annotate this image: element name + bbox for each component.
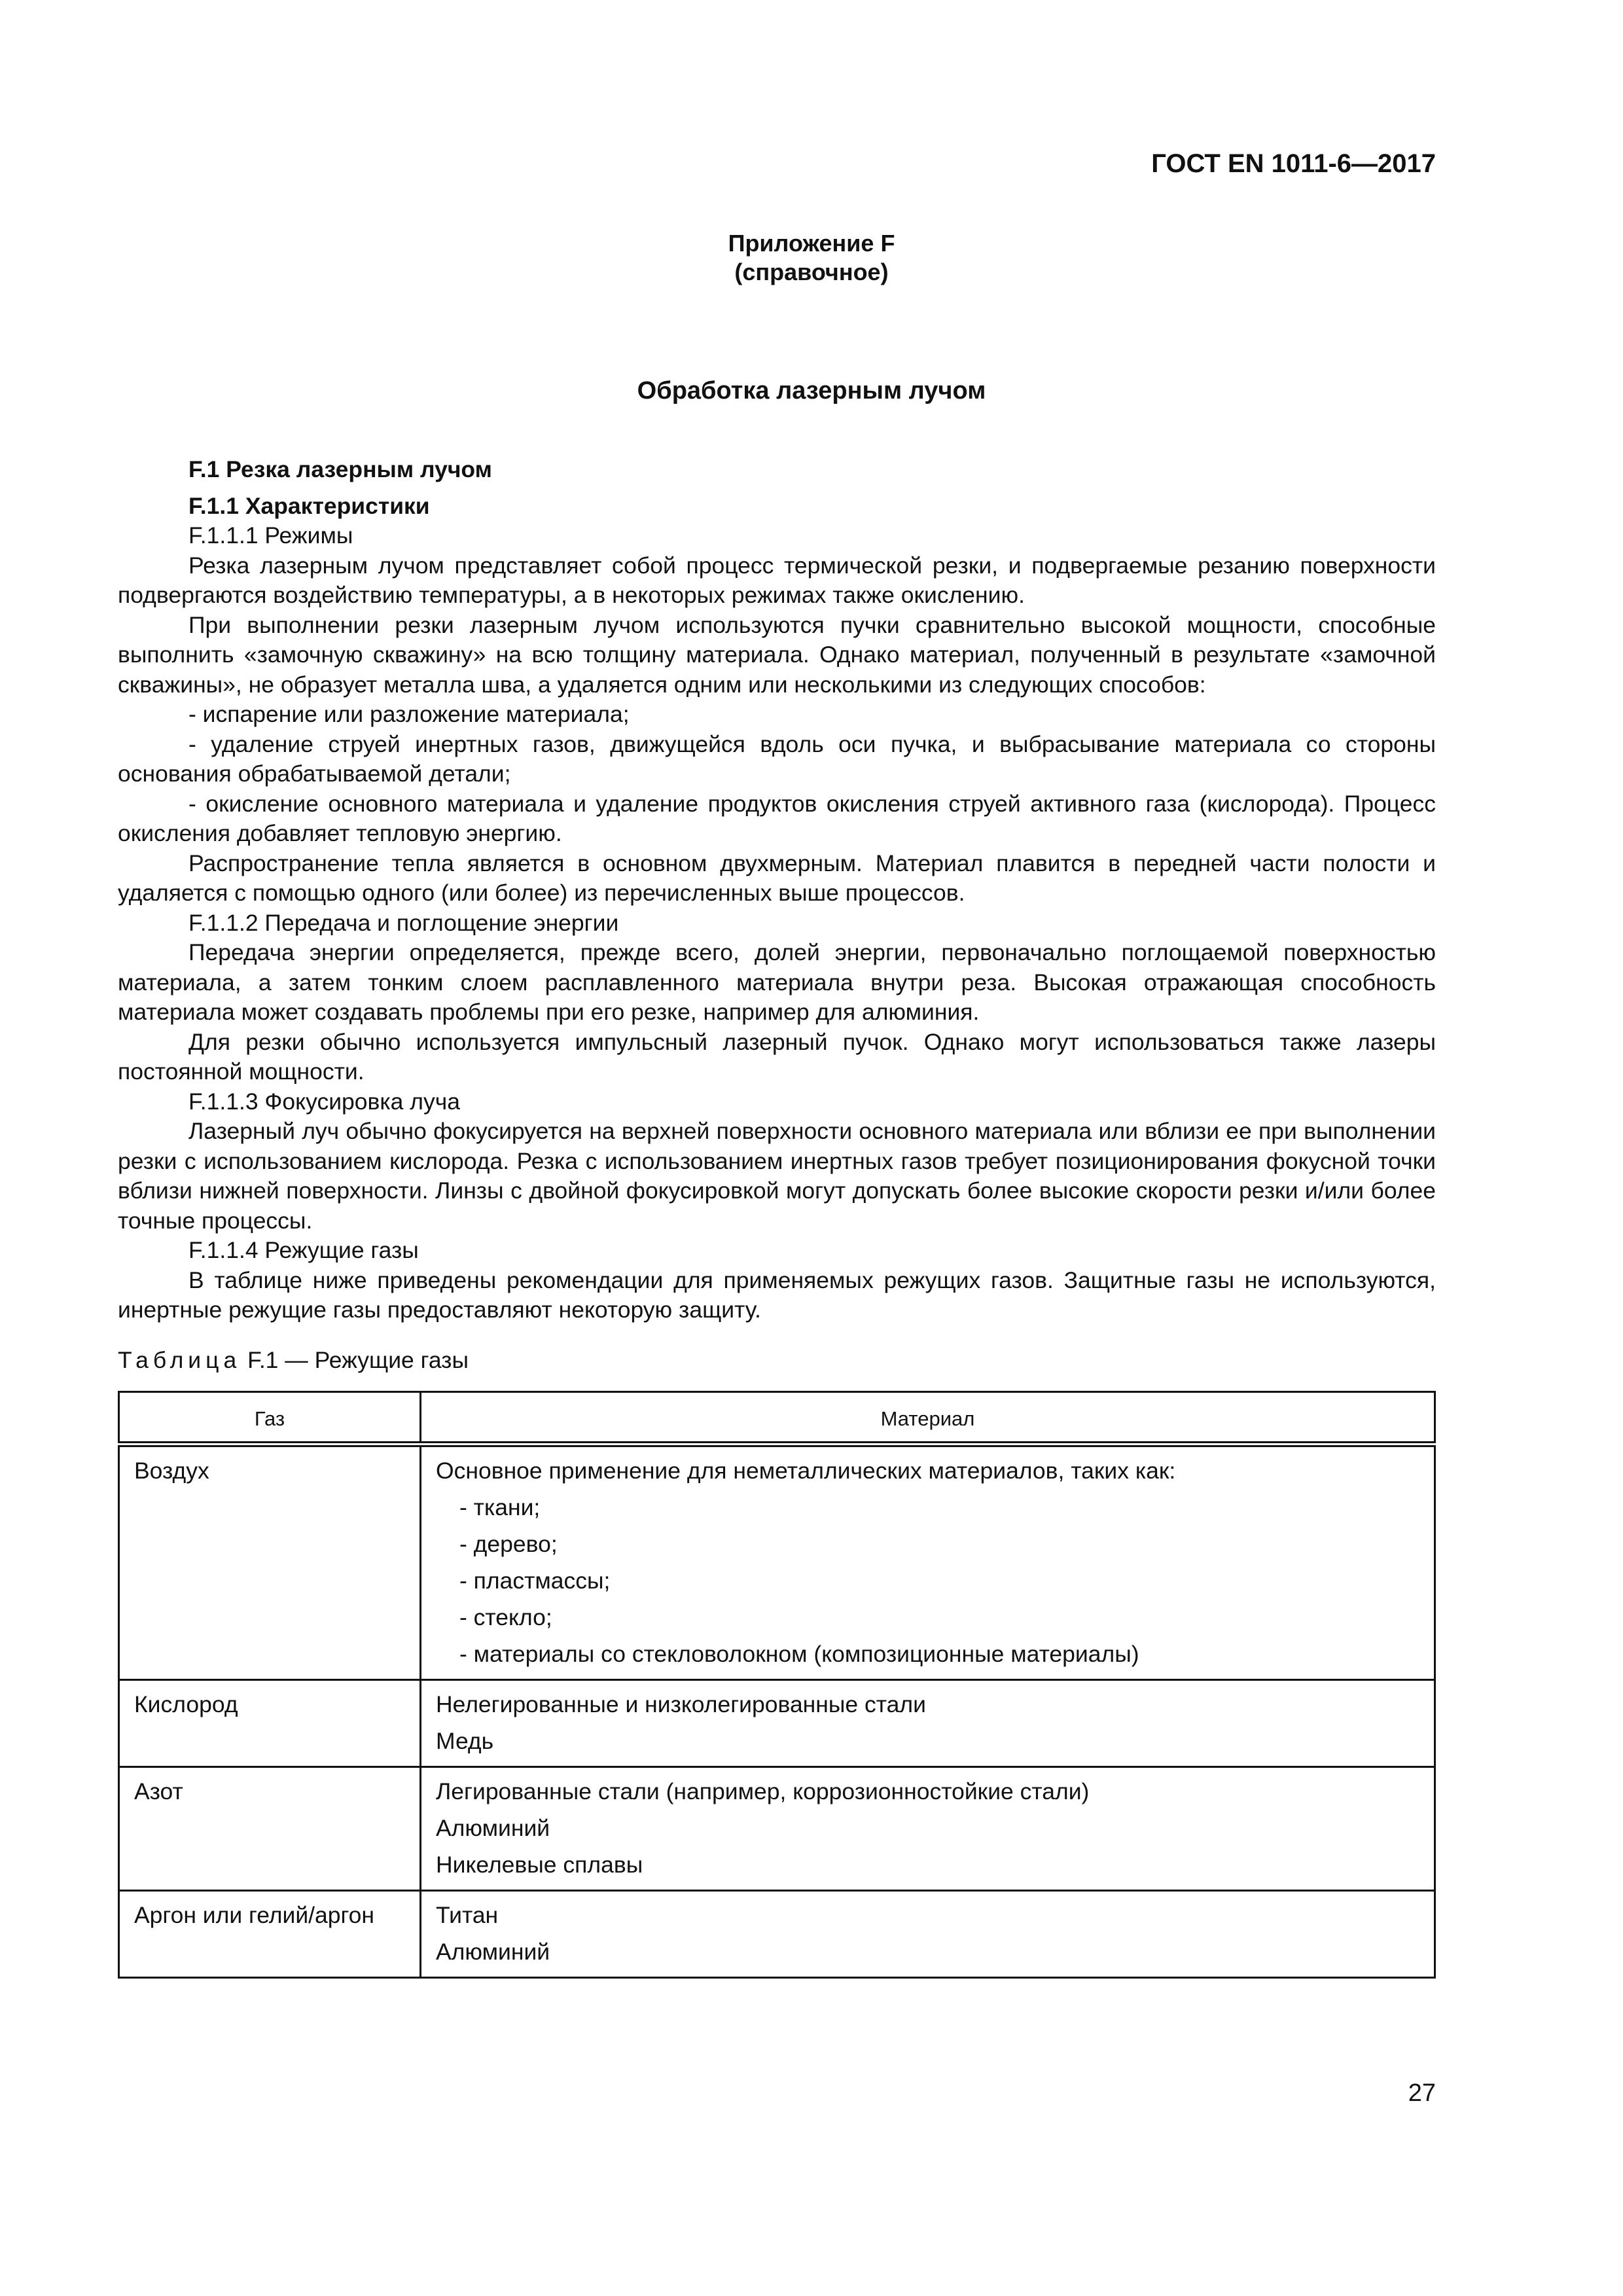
annex-title: Обработка лазерным лучом: [637, 377, 986, 404]
table-caption-text: F.1 — Режущие газы: [241, 1347, 469, 1373]
paragraph: Распространение тепла является в основном двухмерным. Материал плавится в передней части полости и удаляется с помощью одного (или более) из перечисленных выше процессов.: [118, 850, 1436, 906]
material-line: Титан: [436, 1902, 499, 1928]
list-item: - окисление основного материала и удаление продуктов окисления струей активного газа (кислорода). Процесс окисления добавляет тепловую энергию.: [118, 790, 1436, 846]
page-number: 27: [1408, 2079, 1436, 2107]
gas-cell: Аргон или гелий/аргон: [119, 1891, 421, 1978]
table-caption-label: Таблица: [118, 1347, 241, 1373]
annex-heading: [0, 229, 1623, 287]
table-row: [119, 1767, 1435, 1891]
clause-heading: F.1.1.1 Режимы: [188, 522, 353, 548]
table-header-row: [119, 1392, 1435, 1444]
material-list-item: - дерево;: [459, 1531, 558, 1557]
material-line: Медь: [436, 1728, 494, 1754]
paragraph: Лазерный луч обычно фокусируется на верхней поверхности основного материала или вблизи ее при выполнении резки с использованием кислорода. Резка с использованием инертных газов требует позиционирования фокусной точки вблизи нижней поверхности. Линзы с двойной фокусировкой могут допускать более высокие скорости резки и/или более точные процессы.: [118, 1118, 1436, 1234]
gas-cell: Воздух: [119, 1444, 421, 1680]
subsection-heading: F.1.1 Характеристики: [188, 492, 430, 519]
material-line: Алюминий: [436, 1939, 550, 1965]
paragraph: В таблице ниже приведены рекомендации для применяемых режущих газов. Защитные газы не используются, инертные режущие газы предоставляют некоторую защиту.: [118, 1266, 1436, 1323]
material-list-item: - ткани;: [459, 1494, 541, 1520]
material-line: Основное применение для неметаллических материалов, таких как:: [436, 1458, 1176, 1484]
material-cell: [421, 1444, 1435, 1680]
standard-designation: ГОСТ EN 1011-6—2017: [1151, 149, 1436, 178]
annex-label: Приложение F: [728, 230, 895, 257]
material-line: Нелегированные и низколегированные стали: [436, 1691, 926, 1717]
material-line: Никелевые сплавы: [436, 1852, 643, 1878]
material-cell: [421, 1891, 1435, 1978]
material-cell: [421, 1767, 1435, 1891]
cutting-gases-table: [118, 1391, 1436, 1979]
material-list-item: - материалы со стекловолокном (композиционные материалы): [459, 1641, 1139, 1667]
table-caption: [118, 1347, 469, 1374]
paragraph: Резка лазерным лучом представляет собой процесс термической резки, и подвергаемые резанию поверхности подвергаются воздействию температуры, а в некоторых режимах также окислению.: [118, 552, 1436, 608]
table-row: [119, 1444, 1435, 1680]
gas-cell: Азот: [119, 1767, 421, 1891]
section-heading: F.1 Резка лазерным лучом: [188, 456, 492, 482]
gas-cell: Кислород: [119, 1680, 421, 1767]
paragraph: При выполнении резки лазерным лучом используются пучки сравнительно высокой мощности, способные выполнить «замочную скважину» на всю толщину материала. Однако материал, полученный в результате «замочной скважины», не образует металла шва, а удаляется одним или несколькими из следующих способов:: [118, 611, 1436, 698]
material-list-item: - стекло;: [459, 1604, 552, 1630]
table-row: [119, 1891, 1435, 1978]
clause-heading: F.1.1.2 Передача и поглощение энергии: [188, 909, 619, 936]
clause-heading: F.1.1.3 Фокусировка луча: [188, 1088, 460, 1115]
material-line: Легированные стали (например, коррозионностойкие стали): [436, 1778, 1090, 1804]
material-cell: [421, 1680, 1435, 1767]
material-line: Алюминий: [436, 1815, 550, 1841]
material-list-item: - пластмассы;: [459, 1568, 611, 1594]
list-item: - испарение или разложение материала;: [188, 701, 630, 727]
column-header-gas: Газ: [119, 1392, 421, 1444]
paragraph: Для резки обычно используется импульсный лазерный пучок. Однако могут использоваться также лазеры постоянной мощности.: [118, 1028, 1436, 1085]
body-text: [118, 455, 1436, 1325]
list-item: - удаление струей инертных газов, движущейся вдоль оси пучка, и выбрасывание материала со стороны основания обрабатываемой детали;: [118, 730, 1436, 787]
paragraph: Передача энергии определяется, прежде всего, долей энергии, первоначально поглощаемой поверхностью материала, а затем тонким слоем расплавленного материала внутри реза. Высокая отражающая способность материала может создавать проблемы при его резке, например для алюминия.: [118, 939, 1436, 1025]
column-header-material: Материал: [421, 1392, 1435, 1444]
annex-type: (справочное): [734, 259, 889, 285]
clause-heading: F.1.1.4 Режущие газы: [188, 1237, 419, 1263]
table-row: [119, 1680, 1435, 1767]
